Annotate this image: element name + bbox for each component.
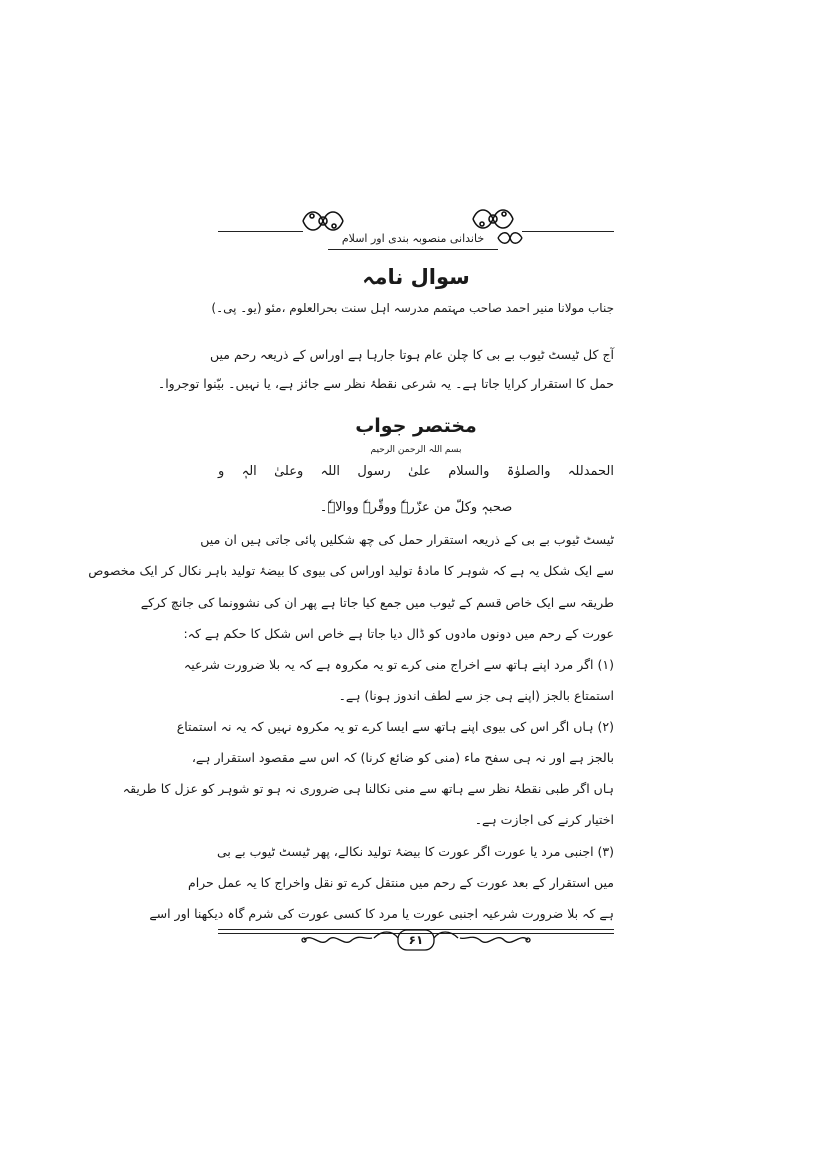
answer-line: عورت کے رحم میں دونوں مادوں کو ڈال دیا جاتا ہے خاص اس شکل کا حکم ہے کہ: <box>183 626 614 641</box>
answer-heading: مختصر جواب <box>355 415 477 437</box>
floral-ornament-icon <box>496 230 524 246</box>
header-rule-right <box>522 231 614 232</box>
running-header-title: خاندانی منصوبہ بندی اور اسلام <box>328 229 498 250</box>
arabic-line: الحمدللہ والصلوٰۃ والسلام علیٰ رسول اللہ وعلیٰ الہٖ و <box>218 464 614 479</box>
answer-line: اختیار کرنے کی اجازت ہے۔ <box>474 812 614 827</box>
answer-line: (۲) ہاں اگر اس کی بیوی اپنے ہاتھ سے ایسا کرے تو یہ مکروہ نہیں کہ یہ نہ استمتاع <box>176 719 614 734</box>
answer-line: طریقہ سے ایک خاص قسم کے ٹیوب میں جمع کیا جاتا ہے پھر ان کی نشوونما کی جانچ کرکے <box>140 595 614 610</box>
question-line: آج کل ٹیسٹ ٹیوب بے بی کا چلن عام ہوتا جارہا ہے اوراس کے ذریعہ رحم میں <box>209 347 614 362</box>
question-line: حمل کا استقرار کرایا جاتا ہے۔ یہ شرعی نقطۂ نظر سے جائز ہے، یا نہیں۔ بیّنوا توجروا۔ <box>157 376 614 391</box>
arabic-line: صحبہٖ وکلّ من عزّرہٗ ووقّرہٗ ووالاہٗ۔ <box>319 500 513 515</box>
answer-line: (۱) اگر مرد اپنے ہاتھ سے اخراج منی کرے تو یہ مکروہ ہے کہ یہ بلا ضرورت شرعیہ <box>183 657 614 672</box>
asker-line: جناب مولانا منیر احمد صاحب مہتمم مدرسہ اہل سنت بحرالعلوم ،مئو (یو۔ پی۔) <box>211 301 614 315</box>
answer-line: ہے کہ بلا ضرورت شرعیہ اجنبی عورت یا مرد کا کسی عورت کی شرم گاہ دیکھنا اور اسے <box>149 906 614 921</box>
answer-line: سے ایک شکل یہ ہے کہ شوہر کا مادۂ تولید اوراس کی بیوی کا بیضۂ تولید باہر نکال کر ایک مخصوص <box>88 563 614 578</box>
header-rule-left <box>218 231 303 232</box>
answer-line: بالجز ہے اور نہ ہی سفح ماء (منی کو ضائع کرنا) کہ اس سے مقصود استقرار ہے، <box>191 750 614 765</box>
answer-line: میں استقرار کے بعد عورت کے رحم میں منتقل کرے تو نقل واخراج کا یہ عمل حرام <box>187 875 614 890</box>
answer-line: استمتاع بالجز (اپنے ہی جز سے لطف اندوز ہونا) ہے۔ <box>338 688 614 703</box>
bismillah: بسم اللہ الرحمن الرحیم <box>370 445 462 455</box>
answer-line: ہاں اگر طبی نقطۂ نظر سے ہاتھ سے منی نکالنا ہی ضروری نہ ہو تو شوہر کو عزل کا طریقہ <box>122 781 614 796</box>
answer-line: (۳) اجنبی مرد یا عورت اگر عورت کا بیضۂ تولید نکالے، پھر ٹیسٹ ٹیوب بے بی <box>216 844 614 859</box>
page-number: ۶۱ <box>408 933 424 947</box>
answer-line: ٹیسٹ ٹیوب بے بی کے ذریعہ استقرار حمل کی چھ شکلیں پائی جاتی ہیں ان میں <box>200 532 614 547</box>
question-heading: سوال نامہ <box>362 265 470 289</box>
